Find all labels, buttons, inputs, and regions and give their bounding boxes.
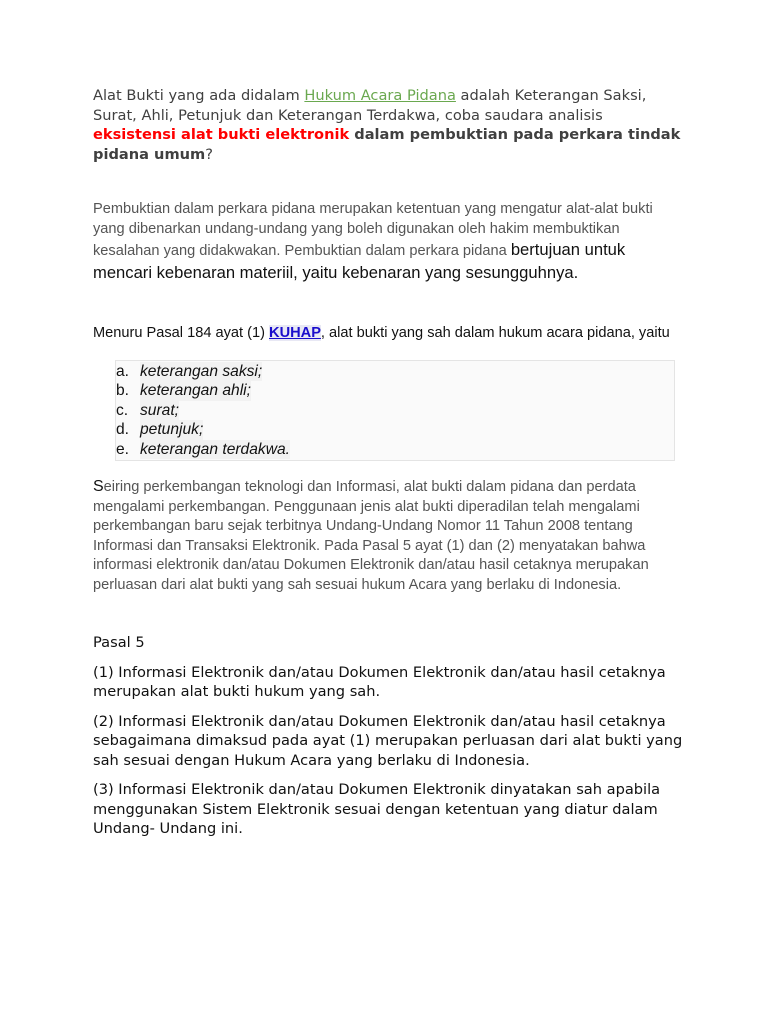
pasal-5-ayat-3: (3) Informasi Elektronik dan/atau Dokumen Elektronik dinyatakan sah apabila menggunakan Sistem Elektronik sesuai dengan ketentuan yang diatur dalam Undang- Undang ini. <box>93 781 661 838</box>
perkembangan-text: eiring perkembangan teknologi dan Informasi, alat bukti dalam pidana dan perdata mengalami perkembangan. Penggunaan jenis alat bukti diperadilan telah mengalami perkembangan baru sejak terbitnya Undang-Undang Nomor 11 Tahun 2008 tentang Informasi dan Transaksi Elektronik. Pada Pasal 5 ayat (1) dan (2) menyatakan bahwa informasi elektronik dan/atau Dokumen Elektronik dan/atau hasil cetaknya merupakan perluasan dari alat bukti yang sah sesuai hukum Acara yang berlaku di Indonesia. <box>93 479 649 593</box>
hukum-acara-pidana-link[interactable]: Hukum Acara Pidana <box>304 87 456 104</box>
pasal-5-title: Pasal 5 <box>93 634 145 652</box>
pasal-5-ayat-2: (2) Informasi Elektronik dan/atau Dokumen Elektronik dan/atau hasil cetaknya sebagaimana dimaksud pada ayat (1) merupakan perluasan dari alat bukti yang sah sesuai dengan Hukum Acara yang berlaku di Indonesia. <box>93 712 683 769</box>
list-marker: b. <box>116 382 130 400</box>
list-marker: a. <box>116 362 130 380</box>
pasal-184-paragraph <box>93 324 683 344</box>
list-item <box>116 381 674 401</box>
list-marker: e. <box>116 440 130 458</box>
question-emphasis-red: eksistensi alat bukti elektronik <box>93 126 350 143</box>
pembuktian-paragraph <box>93 200 683 284</box>
list-item-text: keterangan saksi; <box>140 362 263 380</box>
question-text-2: adalah Keterangan Saksi, Surat, Ahli, Petunjuk dan Keterangan Terdakwa, coba saudara analisis <box>93 87 647 124</box>
question-paragraph <box>93 86 683 164</box>
question-text-1: Alat Bukti yang ada didalam <box>93 87 305 104</box>
list-marker: c. <box>116 401 129 419</box>
kuhap-link[interactable]: KUHAP <box>269 325 321 341</box>
pasal-184-text-2: , alat bukti yang sah dalam hukum acara pidana, yaitu <box>320 325 670 341</box>
alat-bukti-list <box>115 360 675 462</box>
perkembangan-first-letter: S <box>93 478 104 496</box>
question-end: ? <box>205 145 214 163</box>
pasal-5-ayat-1: (1) Informasi Elektronik dan/atau Dokumen Elektronik dan/atau hasil cetaknya merupakan alat bukti hukum yang sah. <box>93 663 666 701</box>
list-item-text: keterangan terdakwa. <box>140 440 290 458</box>
list-item <box>116 401 674 421</box>
question-emphasis-bold: dalam pembuktian pada perkara tindak pidana umum <box>93 126 681 163</box>
list-item <box>116 362 674 382</box>
list-item-text: petunjuk; <box>140 421 204 439</box>
list-item-text: surat; <box>140 401 179 419</box>
document-page <box>93 86 683 839</box>
list-marker: d. <box>116 421 130 439</box>
pembuktian-text-large: bertujuan untuk mencari kebenaran materiil, yaitu kebenaran yang sesungguhnya. <box>93 240 626 282</box>
perkembangan-paragraph <box>93 477 683 595</box>
list-item <box>116 440 674 460</box>
pasal-184-text-1: Menuru Pasal 184 ayat (1) <box>93 325 270 341</box>
list-item-text: keterangan ahli; <box>140 382 251 400</box>
pembuktian-text: Pembuktian dalam perkara pidana merupakan ketentuan yang mengatur alat-alat bukti yang dibenarkan undang-undang yang boleh digunakan oleh hakim membuktikan kesalahan yang didakwakan. Pembuktian dalam perkara pidana <box>93 201 653 259</box>
list-item <box>116 420 674 440</box>
